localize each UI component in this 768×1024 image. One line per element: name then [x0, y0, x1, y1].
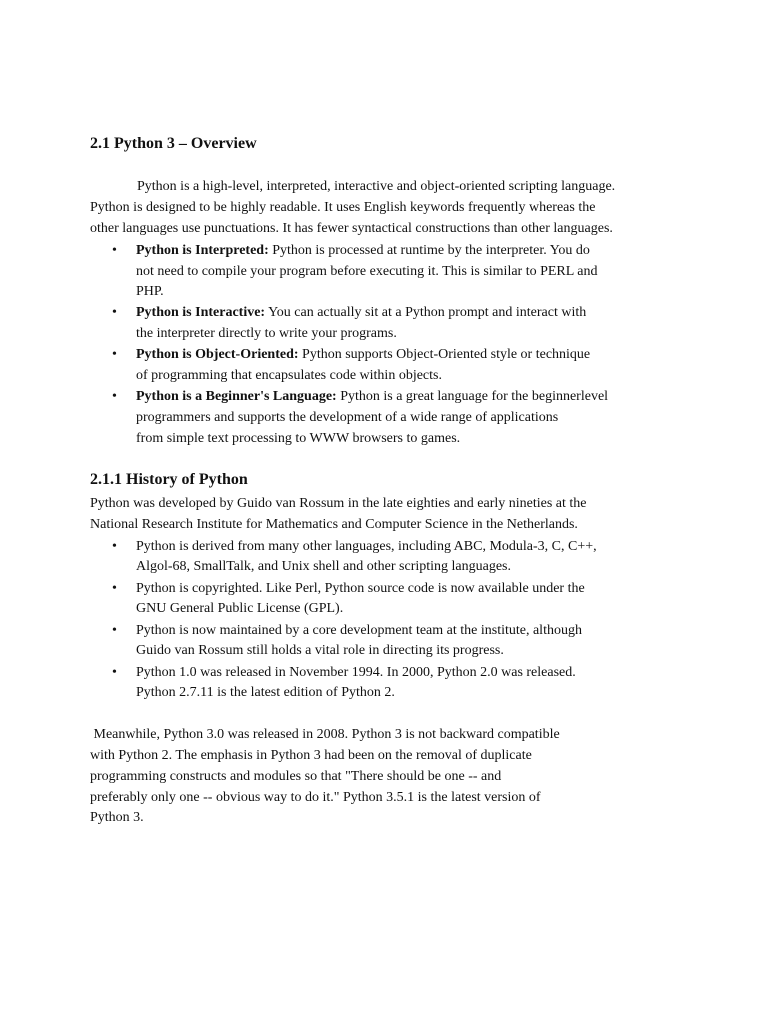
- closing-paragraph-line: preferably only one -- obvious way to do it." Python 3.5.1 is the latest version of: [90, 790, 541, 805]
- bullet-marker: •: [112, 665, 117, 680]
- bullet-marker: •: [112, 623, 117, 638]
- bullet-marker: •: [112, 539, 117, 554]
- section-heading-overview: 2.1 Python 3 – Overview: [90, 135, 257, 152]
- bullet-term: Python is a Beginner's Language:: [136, 389, 337, 404]
- bullet-continuation: Guido van Rossum still holds a vital role in directing its progress.: [136, 643, 504, 658]
- bullet-text: Python is processed at runtime by the interpreter. You do: [268, 243, 590, 258]
- history-bullet: Python is copyrighted. Like Perl, Python source code is now available under the: [136, 581, 585, 596]
- bullet-continuation: programmers and supports the development of a wide range of applications: [136, 410, 559, 425]
- bullet-continuation: the interpreter directly to write your programs.: [136, 326, 397, 341]
- overview-intro-line: Python is a high-level, interpreted, interactive and object-oriented scripting language.: [137, 179, 616, 194]
- bullet-continuation: of programming that encapsulates code within objects.: [136, 368, 442, 383]
- overview-bullet-beginner: [136, 388, 608, 406]
- bullet-marker: •: [112, 389, 117, 404]
- bullet-term: Python is Interactive:: [136, 305, 266, 320]
- closing-paragraph-line: Python 3.: [90, 810, 144, 825]
- overview-bullet-interactive: [136, 304, 586, 322]
- history-intro-line: Python was developed by Guido van Rossum in the late eighties and early nineties at the: [90, 496, 587, 511]
- bullet-continuation: Algol-68, SmallTalk, and Unix shell and other scripting languages.: [136, 559, 512, 574]
- bullet-continuation: Python 2.7.11 is the latest edition of Python 2.: [136, 685, 395, 700]
- section-heading-history: 2.1.1 History of Python: [90, 471, 248, 488]
- closing-paragraph-line: programming constructs and modules so that "There should be one -- and: [90, 769, 502, 784]
- overview-bullet-interpreted: [136, 242, 590, 260]
- bullet-text: Python is a great language for the beginnerlevel: [336, 389, 609, 404]
- overview-bullet-object-oriented: [136, 346, 590, 364]
- closing-paragraph-line: Meanwhile, Python 3.0 was released in 2008. Python 3 is not backward compatible: [90, 727, 560, 742]
- bullet-marker: •: [112, 347, 117, 362]
- bullet-continuation: from simple text processing to WWW browsers to games.: [136, 431, 461, 446]
- history-intro-line: National Research Institute for Mathematics and Computer Science in the Netherlands.: [90, 517, 578, 532]
- overview-intro-line: Python is designed to be highly readable. It uses English keywords frequently whereas the: [90, 200, 596, 215]
- bullet-continuation: not need to compile your program before executing it. This is similar to PERL and: [136, 264, 598, 279]
- bullet-marker: •: [112, 581, 117, 596]
- bullet-continuation: PHP.: [136, 284, 164, 299]
- history-bullet: Python is now maintained by a core development team at the institute, although: [136, 623, 582, 638]
- bullet-marker: •: [112, 243, 117, 258]
- bullet-text: You can actually sit at a Python prompt and interact with: [265, 305, 587, 320]
- closing-paragraph-line: with Python 2. The emphasis in Python 3 had been on the removal of duplicate: [90, 748, 532, 763]
- bullet-text: Python supports Object-Oriented style or technique: [298, 347, 591, 362]
- overview-intro-line: other languages use punctuations. It has fewer syntactical constructions than other languages.: [90, 221, 613, 236]
- bullet-marker: •: [112, 305, 117, 320]
- bullet-term: Python is Interpreted:: [136, 243, 269, 258]
- bullet-continuation: GNU General Public License (GPL).: [136, 601, 344, 616]
- bullet-term: Python is Object-Oriented:: [136, 347, 299, 362]
- history-bullet: Python is derived from many other languages, including ABC, Modula-3, C, C++,: [136, 539, 597, 554]
- history-bullet: Python 1.0 was released in November 1994. In 2000, Python 2.0 was released.: [136, 665, 576, 680]
